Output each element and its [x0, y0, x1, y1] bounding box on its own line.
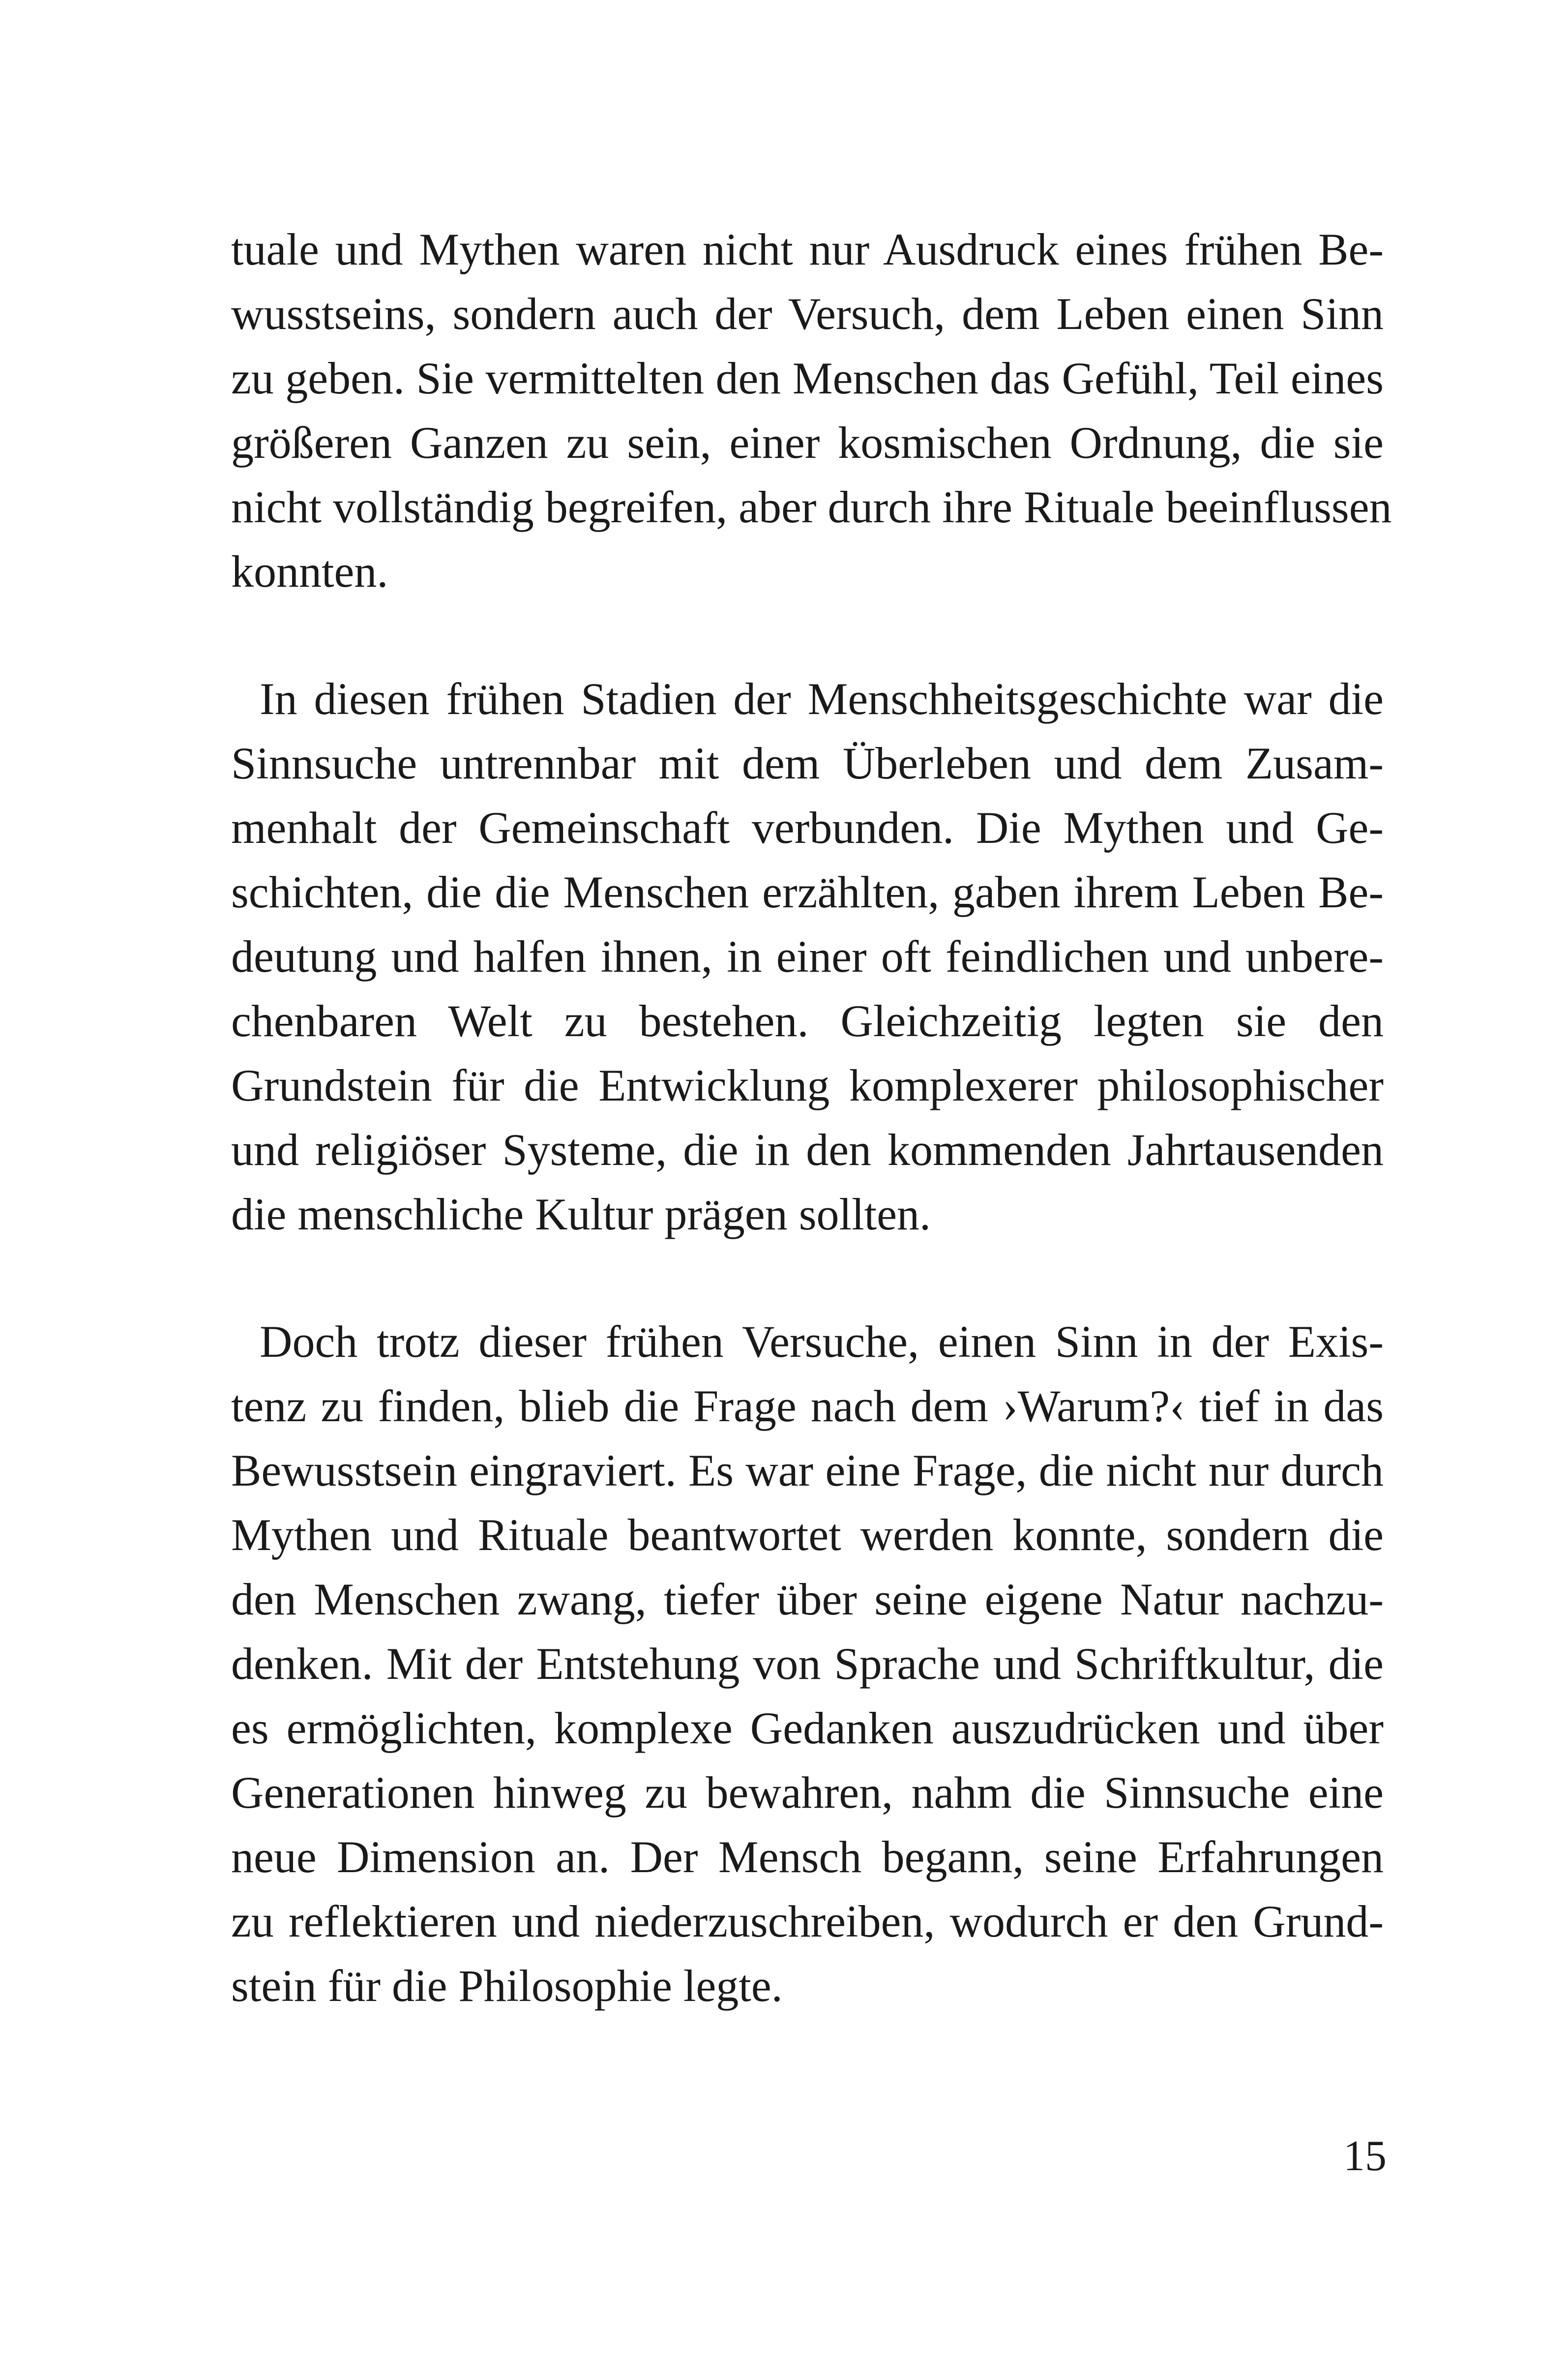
paragraph-2 — [231, 667, 1384, 1247]
paragraph-spacer — [231, 604, 1384, 667]
paragraph-1 — [231, 217, 1392, 604]
text-line: konnten. — [231, 546, 388, 597]
text-line: wusstseins, sondern auch der Versuch, dem Leben einen Sinn — [231, 289, 1384, 339]
text-line: Doch trotz dieser frühen Versuche, einen Sinn in der Exis- — [260, 1316, 1384, 1367]
text-line: größeren Ganzen zu sein, einer kosmischen Ordnung, die sie — [231, 418, 1384, 468]
text-line: stein für die Philosophie legte. — [231, 1961, 783, 2011]
paragraph-spacer — [231, 1247, 1384, 1310]
text-line: Generationen hinweg zu bewahren, nahm die Sinnsuche eine — [231, 1767, 1384, 1818]
text-line: und religiöser Systeme, die in den kommenden Jahrtausenden — [231, 1125, 1384, 1175]
text-line: es ermöglichten, komplexe Gedanken auszudrücken und über — [231, 1703, 1384, 1753]
text-line: zu reflektieren und niederzuschreiben, wodurch er den Grund- — [231, 1896, 1384, 1946]
text-line: Mythen und Rituale beantwortet werden konnte, sondern die — [231, 1510, 1384, 1560]
page-number: 15 — [1343, 2132, 1387, 2180]
text-line: In diesen frühen Stadien der Menschheitsgeschichte war die — [260, 674, 1384, 724]
paragraph-3 — [231, 1310, 1384, 2018]
text-line: Bewusstsein eingraviert. Es war eine Frage, die nicht nur durch — [231, 1445, 1384, 1495]
text-line: die menschliche Kultur prägen sollten. — [231, 1189, 931, 1239]
text-line: deutung und halfen ihnen, in einer oft feindlichen und unbere- — [231, 931, 1384, 982]
text-line: nicht vollständig begreifen, aber durch ihre Rituale beeinflussen — [231, 482, 1392, 532]
text-line: den Menschen zwang, tiefer über seine eigene Natur nachzu- — [231, 1574, 1384, 1624]
text-line: neue Dimension an. Der Mensch begann, seine Erfahrungen — [231, 1832, 1384, 1882]
text-line: Sinnsuche untrennbar mit dem Überleben und dem Zusam- — [231, 738, 1384, 788]
text-line: Grundstein für die Entwicklung komplexerer philosophischer — [231, 1060, 1384, 1110]
body-text — [231, 217, 1392, 2018]
text-line: schichten, die die Menschen erzählten, gaben ihrem Leben Be- — [231, 867, 1384, 917]
text-line: tenz zu finden, blieb die Frage nach dem ›Warum?‹ tief in das — [231, 1381, 1384, 1431]
text-line: tuale und Mythen waren nicht nur Ausdruck eines frühen Be- — [231, 224, 1384, 274]
text-line: denken. Mit der Entstehung von Sprache und Schriftkultur, die — [231, 1639, 1384, 1689]
text-line: zu geben. Sie vermittelten den Menschen das Gefühl, Teil eines — [231, 353, 1384, 403]
text-line: chenbaren Welt zu bestehen. Gleichzeitig legten sie den — [231, 996, 1384, 1046]
text-line: menhalt der Gemeinschaft verbunden. Die Mythen und Ge- — [231, 803, 1384, 853]
